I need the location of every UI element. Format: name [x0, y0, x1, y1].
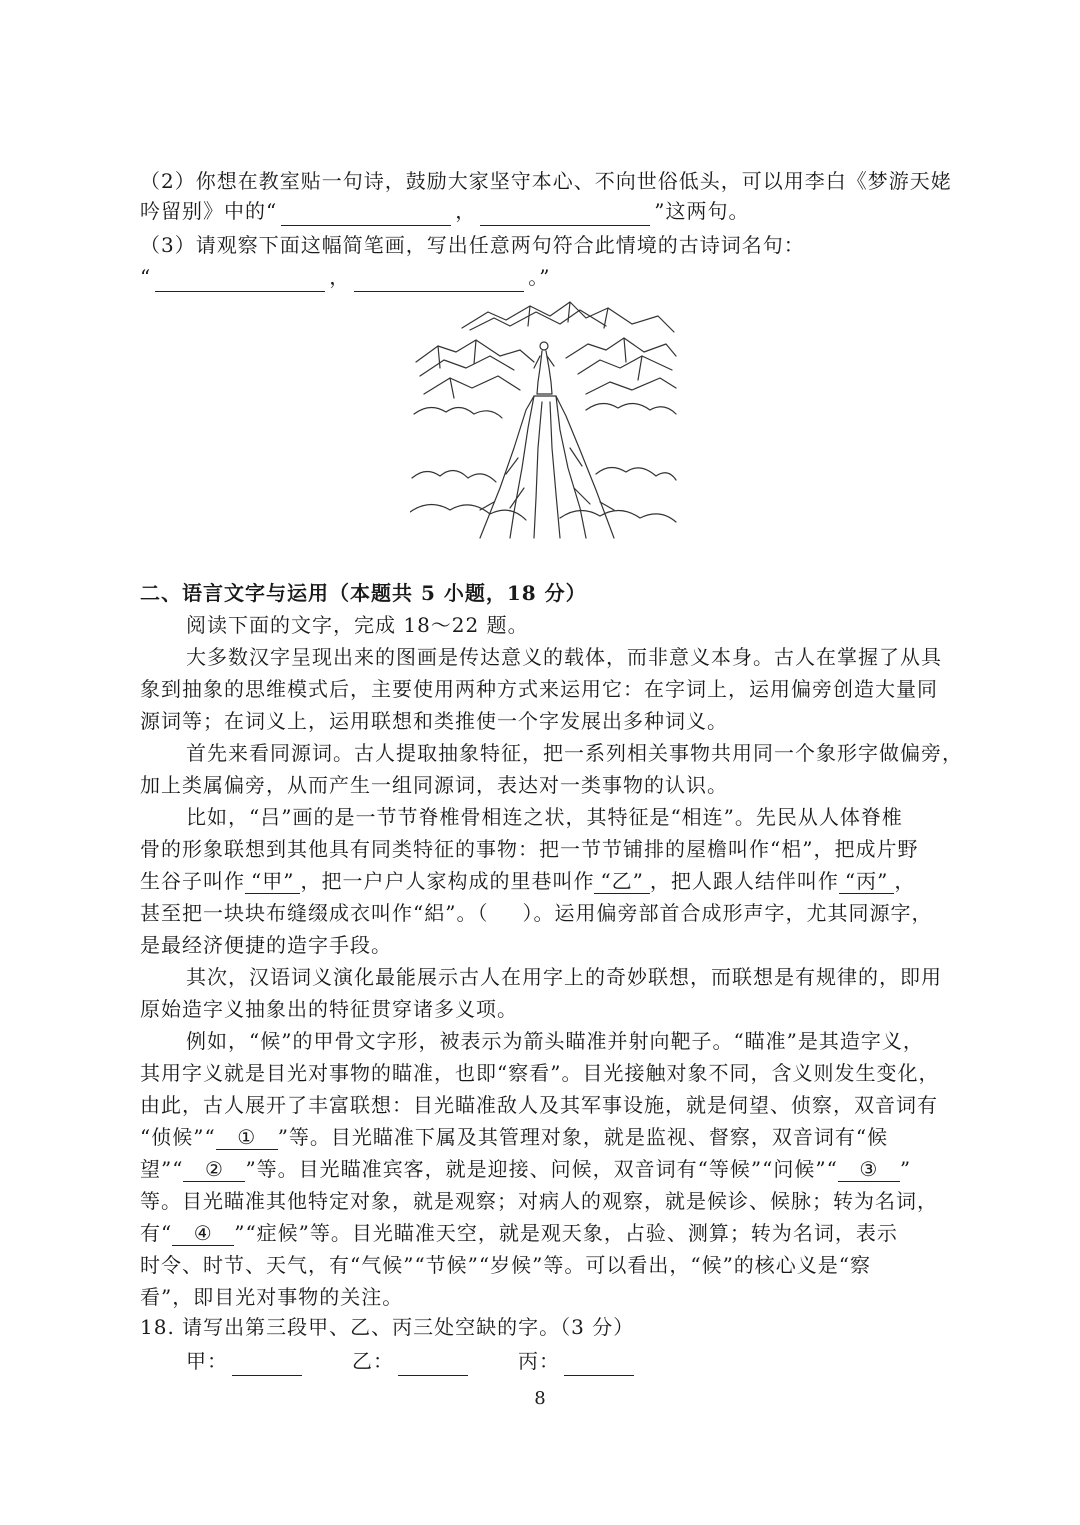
q18-jia-label: 甲：: [186, 1349, 228, 1373]
passage-text: 原始造字义抽象出的特征贯穿诸多义项。: [140, 997, 518, 1021]
passage-line: [186, 1026, 986, 1056]
passage-line: [186, 642, 986, 672]
passage-text: 加上类属偏旁，从而产生一组同源词，表达对一类事物的认识。: [140, 773, 728, 797]
passage-text: ”“症候”等。目光瞄准天空，就是观天象，占验、测算；转为名词，表示: [234, 1221, 898, 1245]
passage-line: [186, 738, 986, 768]
passage-line: [186, 962, 986, 992]
passage-text: 看”，即目光对事物的关注。: [140, 1285, 404, 1309]
blank-jia: “甲”: [245, 869, 300, 894]
passage-line: [140, 834, 940, 864]
q3-text: （3）请观察下面这幅简笔画，写出任意两句符合此情境的古诗词名句：: [140, 233, 805, 257]
passage-text: ”等。目光瞄准下属及其管理对象，就是监视、督察，双音词有“候: [277, 1125, 889, 1149]
page-number: 8: [534, 1388, 546, 1409]
section-heading-text: 二、语言文字与运用（本题共 5 小题，18 分）: [140, 581, 587, 605]
q2-text-suffix: ”这两句。: [654, 199, 750, 223]
q2-line-2: [140, 196, 940, 226]
passage-text: 源词等；在词义上，运用联想和类推使一个字发展出多种词义。: [140, 709, 728, 733]
passage-line: [140, 674, 940, 704]
q18-jia-blank[interactable]: [232, 1353, 302, 1376]
passage-text: 望”“: [140, 1157, 184, 1181]
passage-text: ）。运用偏旁部首合成形声字，尤其同源字，: [522, 901, 933, 925]
q18-prompt: [140, 1312, 940, 1342]
passage-text: 象到抽象的思维模式后，主要使用两种方式来运用它：在字词上，运用偏旁创造大量同: [140, 677, 938, 701]
passage-line: [140, 994, 940, 1024]
q18-yi-label: 乙：: [352, 1349, 394, 1373]
blank-mark-4: ④: [172, 1221, 234, 1246]
passage-line: [140, 706, 940, 736]
passage-text: 生谷子叫作: [140, 869, 245, 893]
q2-text-prefix: 吟留别》中的“: [140, 199, 278, 223]
passage-text: ，: [894, 869, 916, 893]
passage-text: 由此，古人展开了丰富联想：目光瞄准敌人及其军事设施，就是伺望、侦察，双音词有: [140, 1093, 938, 1117]
passage-text: 骨的形象联想到其他具有同类特征的事物：把一节节铺排的屋檐叫作“梠”，把成片野: [140, 837, 919, 861]
q2-answer-blank-1[interactable]: [281, 203, 451, 226]
q3-line-1: [140, 230, 940, 260]
q2-line-1: [140, 166, 952, 196]
passage-text: ，把一户户人家构成的里巷叫作: [300, 869, 595, 893]
q18-bing-label: 丙：: [518, 1349, 560, 1373]
section-2-heading: [140, 578, 940, 608]
passage-text: 比如，“吕”画的是一节节脊椎骨相连之状，其特征是“相连”。先民从人体脊椎: [186, 805, 903, 829]
q18-answers: [186, 1346, 986, 1376]
q3-answer-blank-1[interactable]: [155, 269, 325, 292]
q3-answer-blank-2[interactable]: [354, 269, 524, 292]
q18-yi-blank[interactable]: [398, 1353, 468, 1376]
passage-text: ”等。目光瞄准宾客，就是迎接、问候，双音词有“等候”“问候”“: [245, 1157, 838, 1181]
passage-line: [140, 1218, 940, 1248]
passage-line: [140, 1090, 940, 1120]
q3-close-quote: 。”: [528, 265, 551, 289]
passage-text: 例如，“候”的甲骨文字形，被表示为箭头瞄准并射向靶子。“瞄准”是其造字义，: [186, 1029, 924, 1053]
passage-text: 是最经济便捷的造字手段。: [140, 933, 392, 957]
passage-line: [140, 898, 940, 928]
blank-yi: “乙”: [594, 869, 649, 894]
passage-line: [140, 930, 940, 960]
q2-text: （2）你想在教室贴一句诗，鼓励大家坚守本心、不向世俗低头，可以用李白《梦游天姥: [140, 169, 952, 193]
q18-text: 18. 请写出第三段甲、乙、丙三处空缺的字。（3 分）: [140, 1315, 635, 1339]
passage-line: [140, 1282, 940, 1312]
blank-bing: “丙”: [839, 869, 894, 894]
blank-mark-1: ①: [216, 1125, 278, 1150]
section-intro-text: 阅读下面的文字，完成 18～22 题。: [186, 613, 529, 637]
passage-line: [140, 770, 940, 800]
blank-mark-2: ②: [183, 1157, 245, 1182]
passage-text: 时令、时节、天气，有“气候”“节候”“岁候”等。可以看出，“候”的核心义是“察: [140, 1253, 872, 1277]
q3-comma: ，: [329, 265, 351, 289]
mountain-figure-sketch-icon: [410, 298, 678, 542]
passage-text: 有“: [140, 1221, 173, 1245]
passage-line: [140, 1186, 940, 1216]
passage-text: 大多数汉字呈现出来的图画是传达意义的载体，而非意义本身。古人在掌握了从具: [186, 645, 942, 669]
passage-text: 其次，汉语词义演化最能展示古人在用字上的奇妙联想，而联想是有规律的，即用: [186, 965, 942, 989]
passage-text: 首先来看同源词。古人提取抽象特征，把一系列相关事物共用同一个象形字做偏旁，: [186, 741, 963, 765]
passage-text: “侦候”“: [140, 1125, 216, 1149]
passage-text: 甚至把一块块布缝缀成衣叫作“絽”。（: [140, 901, 489, 925]
passage-line: [140, 1154, 940, 1184]
section-2-intro: [186, 610, 986, 640]
q18-bing-blank[interactable]: [564, 1353, 634, 1376]
blank-mark-3: ③: [838, 1157, 900, 1182]
passage-line: [140, 1250, 940, 1280]
passage-line: [186, 802, 986, 832]
passage-line: [140, 1122, 940, 1152]
q3-line-2: [140, 262, 940, 292]
q3-open-quote: “: [140, 265, 152, 289]
q2-comma: ，: [455, 199, 477, 223]
passage-text: ”: [899, 1157, 912, 1181]
passage-text: ，把人跟人结伴叫作: [649, 869, 839, 893]
q2-answer-blank-2[interactable]: [480, 203, 650, 226]
passage-line: [140, 866, 940, 896]
passage-text: 其用字义就是目光对事物的瞄准，也即“察看”。目光接触对象不同，含义则发生变化，: [140, 1061, 940, 1085]
passage-text: 等。目光瞄准其他特定对象，就是观察；对病人的观察，就是候诊、候脉；转为名词，: [140, 1189, 938, 1213]
passage-line: [140, 1058, 940, 1088]
